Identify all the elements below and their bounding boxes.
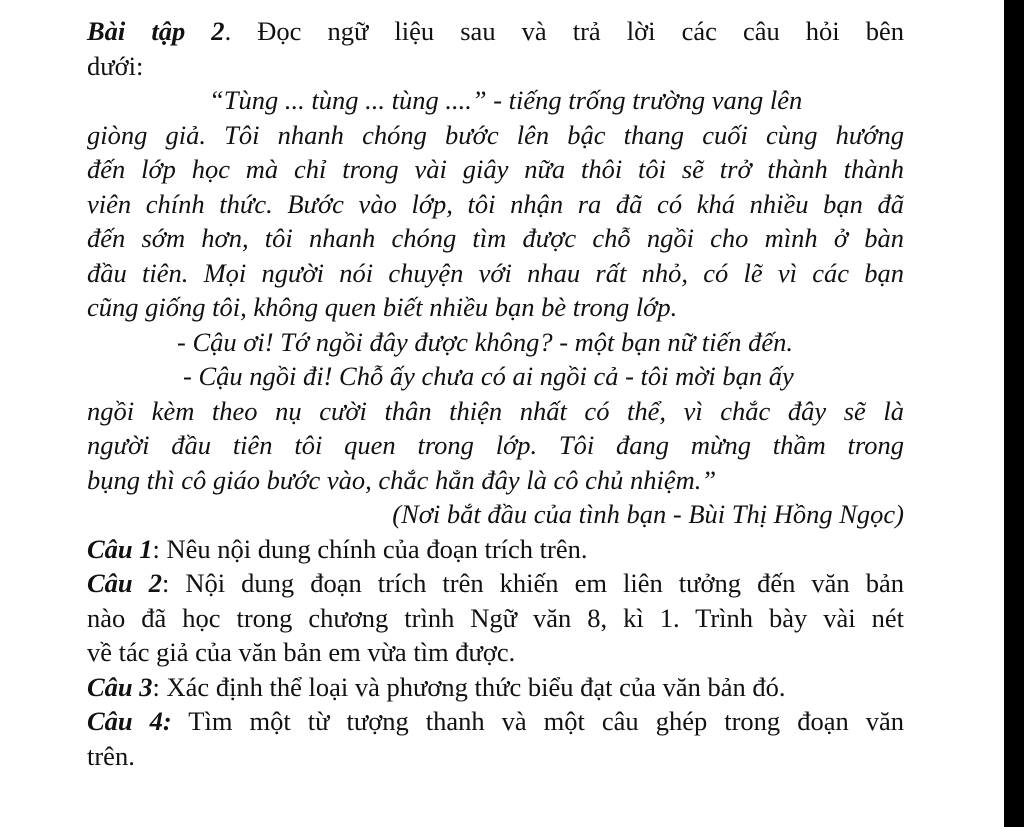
question-label: Câu 2 — [87, 568, 162, 598]
exercise-heading — [87, 14, 904, 49]
question-label: Câu 3 — [87, 671, 153, 702]
passage-line: cũng giống tôi, không quen biết nhiều bạn bè trong lớp. — [87, 292, 678, 322]
question-label: Câu 1 — [87, 533, 153, 564]
question-text: : Nội dung đoạn trích trên khiến em liên tưởng đến văn bản — [161, 568, 904, 598]
exercise-dot: . — [224, 16, 258, 46]
exercise-label: Bài tập 2 — [87, 16, 225, 46]
passage-line: đầu tiên. Mọi người nói chuyện với nhau rất nhỏ, có lẽ vì các bạn — [87, 257, 904, 288]
passage-line: bụng thì cô giáo bước vào, chắc hẳn đây là cô chủ nhiệm.” — [87, 464, 717, 495]
question-4 — [87, 704, 904, 739]
passage-line: viên chính thức. Bước vào lớp, tôi nhận ra đã có khá nhiều bạn đã — [87, 188, 904, 219]
question-2 — [87, 566, 904, 601]
passage-line: người đầu tiên tôi quen trong lớp. Tôi đang mừng thầm trong — [87, 430, 904, 460]
passage-line: đến lớp học mà chỉ trong vài giây nữa thôi tôi sẽ trở thành thành — [87, 154, 904, 184]
question-text: Tìm một từ tượng thanh và một câu ghép trong đoạn văn — [171, 706, 904, 736]
passage-line: “Tùng ... tùng ... tùng ....” - tiếng trống trường vang lên — [209, 85, 803, 115]
question-label: Câu 4: — [87, 706, 172, 736]
question-text: : Nêu nội dung chính của đoạn trích trên. — [152, 533, 588, 564]
document-page — [87, 14, 904, 773]
passage-source: (Nơi bắt đầu của tình bạn - Bùi Thị Hồng Ngọc) — [392, 499, 904, 529]
dialogue-line: - Cậu ơi! Tớ ngồi đây được không? - một bạn nữ tiến đến. — [177, 326, 793, 357]
question-text: về tác giả của văn bản em vừa tìm được. — [87, 637, 516, 667]
exercise-instruction-cont: dưới: — [87, 50, 144, 81]
question-text: trên. — [87, 740, 135, 771]
question-3 — [87, 670, 904, 705]
passage-line: đến sớm hơn, tôi nhanh chóng tìm được chỗ ngồi cho mình ở bàn — [87, 223, 904, 253]
dialogue-line: - Cậu ngồi đi! Chỗ ấy chưa có ai ngồi cả - tôi mời bạn ấy — [183, 361, 794, 391]
question-1 — [87, 532, 904, 567]
right-edge-bar — [1004, 0, 1024, 827]
exercise-instruction: Đọc ngữ liệu sau và trả lời các câu hỏi bên — [257, 16, 904, 46]
question-text: nào đã học trong chương trình Ngữ văn 8, kì 1. Trình bày vài nét — [87, 602, 904, 633]
passage-line: giòng giả. Tôi nhanh chóng bước lên bậc thang cuối cùng hướng — [87, 119, 904, 150]
question-text: : Xác định thể loại và phương thức biểu đạt của văn bản đó. — [152, 671, 786, 702]
passage-line: ngồi kèm theo nụ cười thân thiện nhất có thể, vì chắc đây sẽ là — [87, 395, 904, 426]
